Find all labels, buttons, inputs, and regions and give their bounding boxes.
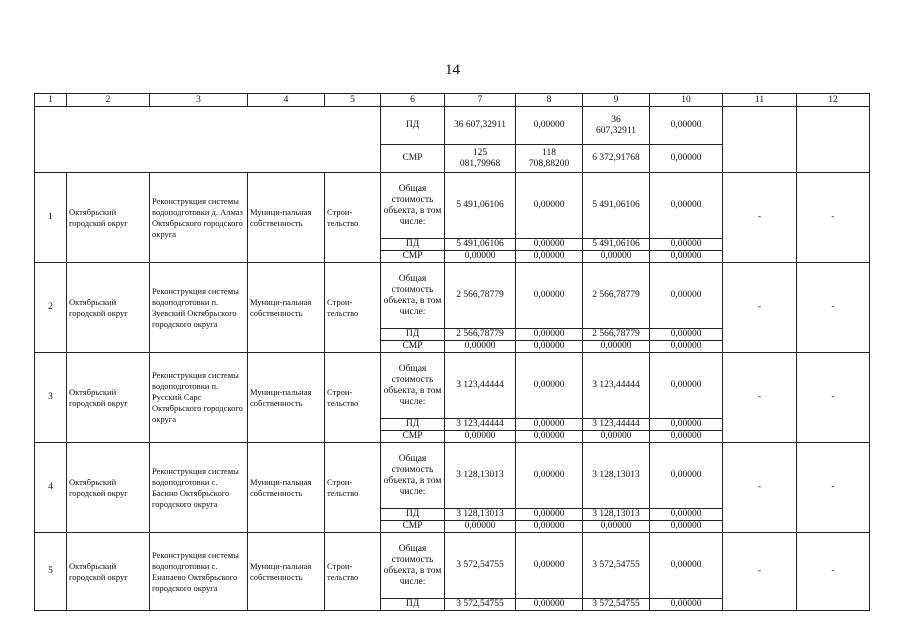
summary-value: 0,00000 xyxy=(650,145,723,173)
pd-value: 0,00000 xyxy=(516,509,583,521)
ownership-cell: Муници-пальная собственность xyxy=(248,533,325,611)
smr-label: СМР xyxy=(381,341,445,353)
object-name-cell: Реконструкция системы водоподготовки д. Алмаз Октябрьского городского округа xyxy=(150,173,248,263)
smr-value: 0,00000 xyxy=(583,431,650,443)
district-cell: Октябрьский городской округ xyxy=(67,173,150,263)
pd-label: ПД xyxy=(381,509,445,521)
work-type-cell: Строи-тельство xyxy=(325,353,381,443)
total-cost-label: Общая стоимость объекта, в том числе: xyxy=(381,443,445,509)
smr-value: 0,00000 xyxy=(516,251,583,263)
summary-blank-cell xyxy=(723,107,797,173)
pd-value: 3 128,13013 xyxy=(583,509,650,521)
pd-value: 2 566,78779 xyxy=(583,329,650,341)
smr-value: 0,00000 xyxy=(516,521,583,533)
pd-value: 3 128,13013 xyxy=(445,509,516,521)
pd-value: 5 491,06106 xyxy=(583,239,650,251)
table-row xyxy=(35,533,870,599)
column-header: 1 xyxy=(35,94,67,107)
smr-value: 0,00000 xyxy=(650,431,723,443)
col12-cell: - xyxy=(797,173,870,263)
total-value: 0,00000 xyxy=(516,173,583,239)
total-value: 0,00000 xyxy=(650,263,723,329)
summary-value: 36 607,32911 xyxy=(445,107,516,145)
column-header: 2 xyxy=(67,94,150,107)
pd-label: ПД xyxy=(381,239,445,251)
object-name-cell: Реконструкция системы водоподготовки п. Русский Сарс Октябрьского городского округа xyxy=(150,353,248,443)
work-type-cell: Строи-тельство xyxy=(325,263,381,353)
pd-value: 0,00000 xyxy=(516,599,583,611)
district-cell: Октябрьский городской округ xyxy=(67,353,150,443)
total-value: 2 566,78779 xyxy=(583,263,650,329)
row-number: 4 xyxy=(35,443,67,533)
pd-value: 3 572,54755 xyxy=(583,599,650,611)
ownership-cell: Муници-пальная собственность xyxy=(248,173,325,263)
summary-value: 0,00000 xyxy=(650,107,723,145)
column-header: 8 xyxy=(516,94,583,107)
total-value: 0,00000 xyxy=(650,443,723,509)
row-number: 1 xyxy=(35,173,67,263)
smr-value: 0,00000 xyxy=(445,251,516,263)
pd-value: 0,00000 xyxy=(650,419,723,431)
work-type-cell: Строи-тельство xyxy=(325,533,381,611)
column-header: 9 xyxy=(583,94,650,107)
total-value: 0,00000 xyxy=(516,533,583,599)
smr-value: 0,00000 xyxy=(650,341,723,353)
pd-value: 0,00000 xyxy=(516,419,583,431)
pd-value: 3 123,44444 xyxy=(445,419,516,431)
row-number: 2 xyxy=(35,263,67,353)
ownership-cell: Муници-пальная собственность xyxy=(248,263,325,353)
total-cost-label: Общая стоимость объекта, в том числе: xyxy=(381,353,445,419)
ownership-cell: Муници-пальная собственность xyxy=(248,353,325,443)
smr-value: 0,00000 xyxy=(516,431,583,443)
column-header: 6 xyxy=(381,94,445,107)
total-value: 3 572,54755 xyxy=(445,533,516,599)
total-value: 0,00000 xyxy=(516,443,583,509)
summary-label: ПД xyxy=(381,107,445,145)
summary-blank-cell xyxy=(797,107,870,173)
col11-cell: - xyxy=(723,353,797,443)
total-value: 3 123,44444 xyxy=(583,353,650,419)
pd-value: 5 491,06106 xyxy=(445,239,516,251)
summary-value: 0,00000 xyxy=(516,107,583,145)
column-header: 5 xyxy=(325,94,381,107)
col12-cell: - xyxy=(797,443,870,533)
work-type-cell: Строи-тельство xyxy=(325,173,381,263)
summary-blank-cell xyxy=(35,107,381,173)
pd-value: 3 123,44444 xyxy=(583,419,650,431)
summary-row-pd xyxy=(35,107,870,145)
pd-label: ПД xyxy=(381,419,445,431)
col11-cell: - xyxy=(723,533,797,611)
smr-value: 0,00000 xyxy=(583,341,650,353)
pd-value: 0,00000 xyxy=(650,329,723,341)
smr-label: СМР xyxy=(381,251,445,263)
smr-value: 0,00000 xyxy=(445,341,516,353)
smr-value: 0,00000 xyxy=(583,521,650,533)
total-value: 3 572,54755 xyxy=(583,533,650,599)
table-row xyxy=(35,263,870,329)
total-value: 0,00000 xyxy=(516,263,583,329)
pd-value: 0,00000 xyxy=(650,509,723,521)
table-row xyxy=(35,173,870,239)
summary-value: 125 081,79968 xyxy=(445,145,516,173)
total-value: 3 123,44444 xyxy=(445,353,516,419)
column-header: 7 xyxy=(445,94,516,107)
total-value: 5 491,06106 xyxy=(583,173,650,239)
total-value: 0,00000 xyxy=(650,173,723,239)
total-value: 3 128,13013 xyxy=(583,443,650,509)
total-value: 0,00000 xyxy=(650,533,723,599)
total-value: 0,00000 xyxy=(516,353,583,419)
pd-label: ПД xyxy=(381,599,445,611)
smr-value: 0,00000 xyxy=(583,251,650,263)
column-header: 10 xyxy=(650,94,723,107)
object-name-cell: Реконструкция системы водоподготовки п. Зуевский Октябрьского городского округа xyxy=(150,263,248,353)
table-row xyxy=(35,353,870,419)
smr-value: 0,00000 xyxy=(445,521,516,533)
district-cell: Октябрьский городской округ xyxy=(67,263,150,353)
page-number: 14 xyxy=(445,62,460,78)
table-row xyxy=(35,443,870,509)
column-header: 12 xyxy=(797,94,870,107)
row-number: 5 xyxy=(35,533,67,611)
col12-cell: - xyxy=(797,263,870,353)
total-value: 2 566,78779 xyxy=(445,263,516,329)
col11-cell: - xyxy=(723,443,797,533)
summary-value: 6 372,91768 xyxy=(583,145,650,173)
pd-value: 3 572,54755 xyxy=(445,599,516,611)
col11-cell: - xyxy=(723,173,797,263)
smr-value: 0,00000 xyxy=(650,251,723,263)
work-type-cell: Строи-тельство xyxy=(325,443,381,533)
district-cell: Октябрьский городской округ xyxy=(67,443,150,533)
summary-value: 118 708,88200 xyxy=(516,145,583,173)
row-number: 3 xyxy=(35,353,67,443)
pd-value: 0,00000 xyxy=(516,239,583,251)
summary-value: 36 607,32911 xyxy=(583,107,650,145)
pd-value: 0,00000 xyxy=(650,239,723,251)
district-cell: Октябрьский городской округ xyxy=(67,533,150,611)
col12-cell: - xyxy=(797,533,870,611)
pd-value: 0,00000 xyxy=(650,599,723,611)
smr-label: СМР xyxy=(381,431,445,443)
pd-value: 0,00000 xyxy=(516,329,583,341)
col12-cell: - xyxy=(797,353,870,443)
smr-value: 0,00000 xyxy=(445,431,516,443)
total-cost-label: Общая стоимость объекта, в том числе: xyxy=(381,533,445,599)
column-header: 4 xyxy=(248,94,325,107)
smr-value: 0,00000 xyxy=(516,341,583,353)
total-cost-label: Общая стоимость объекта, в том числе: xyxy=(381,263,445,329)
budget-table xyxy=(34,93,870,611)
column-header: 11 xyxy=(723,94,797,107)
smr-value: 0,00000 xyxy=(650,521,723,533)
ownership-cell: Муници-пальная собственность xyxy=(248,443,325,533)
total-value: 3 128,13013 xyxy=(445,443,516,509)
object-name-cell: Реконструкция системы водоподготовки с. Енапаево Октябрьского городского округа xyxy=(150,533,248,611)
column-header: 3 xyxy=(150,94,248,107)
column-number-row xyxy=(35,94,870,107)
smr-label: СМР xyxy=(381,521,445,533)
total-value: 5 491,06106 xyxy=(445,173,516,239)
pd-label: ПД xyxy=(381,329,445,341)
object-name-cell: Реконструкция системы водоподготовки с. Басино Октябрьского городского округа xyxy=(150,443,248,533)
total-value: 0,00000 xyxy=(650,353,723,419)
col11-cell: - xyxy=(723,263,797,353)
total-cost-label: Общая стоимость объекта, в том числе: xyxy=(381,173,445,239)
summary-label: СМР xyxy=(381,145,445,173)
pd-value: 2 566,78779 xyxy=(445,329,516,341)
